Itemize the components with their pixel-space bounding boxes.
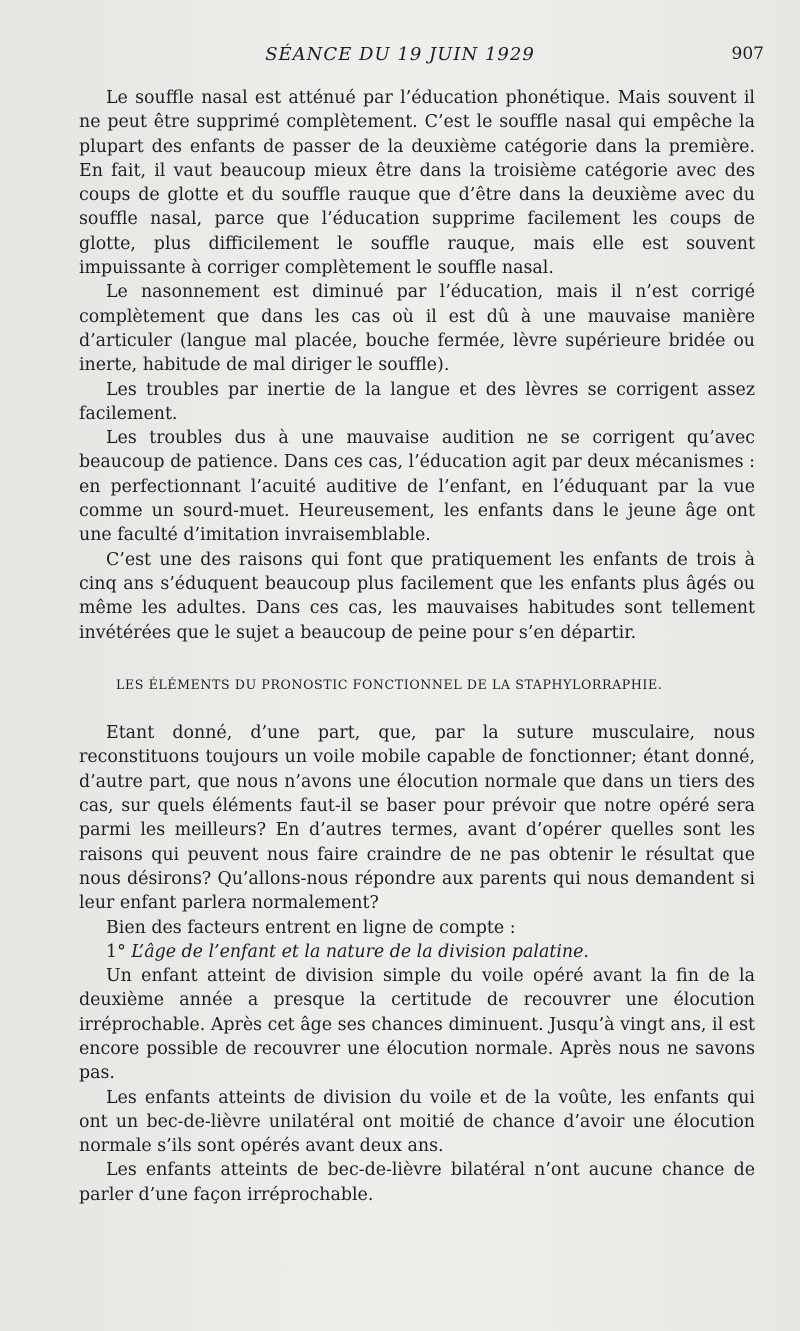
paragraph: Les enfants atteints de division du voile et de la voûte, les enfants qui ont un bec-de-lièvre unilatéral ont moitié de chance d’avoir une élocution normale s’ils sont opérés avant deux ans. <box>79 1087 755 1157</box>
body-text <box>79 86 755 1207</box>
paragraph: Le nasonnement est diminué par l’éducation, mais il n’est corrigé complètement que dans les cas où il est dû à une mauvaise manière d’articuler (langue mal placée, bouche fermée, lèvre supérieure bridée ou inerte, habitude de mal diriger le souffle). <box>79 282 755 376</box>
paragraph: Un enfant atteint de division simple du voile opéré avant la fin de la deuxième année a presque la certitude de recouvrer une élocution irréprochable. Après cet âge ses chances diminuent. Jusqu’à vingt ans, il est encore possible de recouvrer une élocution normale. Après nous ne savons pas. <box>79 966 755 1084</box>
paragraph: Le souffle nasal est atténué par l’éducation phonétique. Mais souvent il ne peut être supprimé complètement. C’est le souffle nasal qui empêche la plupart des enfants de passer de la deuxième catégorie dans la première. En fait, il vaut beaucoup mieux être dans la troisième catégorie avec des coups de glotte et du souffle rauque que d’être dans la deuxième avec du souffle nasal, parce que l’éducation supprime facilement les coups de glotte, plus difficilement le souffle rauque, mais elle est souvent impuissante à corriger complètement le souffle nasal. <box>79 88 755 279</box>
paragraph: Les troubles dus à une mauvaise audition ne se corrigent qu’avec beaucoup de patience. Dans ces cas, l’éducation agit par deux mécanismes : en perfectionnant l’acuité auditive de l’enfant, en l’éduquant par la vue comme un sourd-muet. Heureusement, les enfants dans le jeune âge ont une faculté d’imitation invraisemblable. <box>79 428 755 546</box>
paragraph: Les troubles par inertie de la langue et des lèvres se corrigent assez facilement. <box>79 379 755 424</box>
running-head: SÉANCE DU 19 JUIN 1929 <box>265 44 535 65</box>
paragraph: Bien des facteurs entrent en ligne de compte : <box>106 917 516 938</box>
numbered-item <box>79 940 755 964</box>
page-number: 907 <box>731 44 764 64</box>
section-heading: LES ÉLÉMENTS DU PRONOSTIC FONCTIONNEL DE LA STAPHYLORRAPHIE. <box>116 676 663 692</box>
paragraph: Les enfants atteints de bec-de-lièvre bilatéral n’ont aucune chance de parler d’une façon irréprochable. <box>79 1160 755 1205</box>
paragraph: Etant donné, d’une part, que, par la suture musculaire, nous reconstituons toujours un voile mobile capable de fonctionner; étant donné, d’autre part, que nous n’avons une élocution normale que dans un tiers des cas, sur quels éléments faut-il se baser pour prévoir que notre opéré sera parmi les meilleurs? En d’autres termes, avant d’opérer quelles sont les raisons qui peuvent nous faire craindre de ne pas obtenir le résultat que nous désirons? Qu’allons-nous répondre aux parents qui nous demandent si leur enfant parlera normalement? <box>79 723 755 914</box>
paragraph: C’est une des raisons qui font que pratiquement les enfants de trois à cinq ans s’éduquent beaucoup plus facilement que les enfants plus âgés ou même les adultes. Dans ces cas, les mauvaises habitudes sont tellement invétérées que le sujet a beaucoup de peine pour s’en départir. <box>79 549 755 643</box>
page-header <box>0 44 800 68</box>
item-number: 1° <box>106 941 126 962</box>
item-title: L’âge de l’enfant et la nature de la division palatine. <box>131 941 589 962</box>
